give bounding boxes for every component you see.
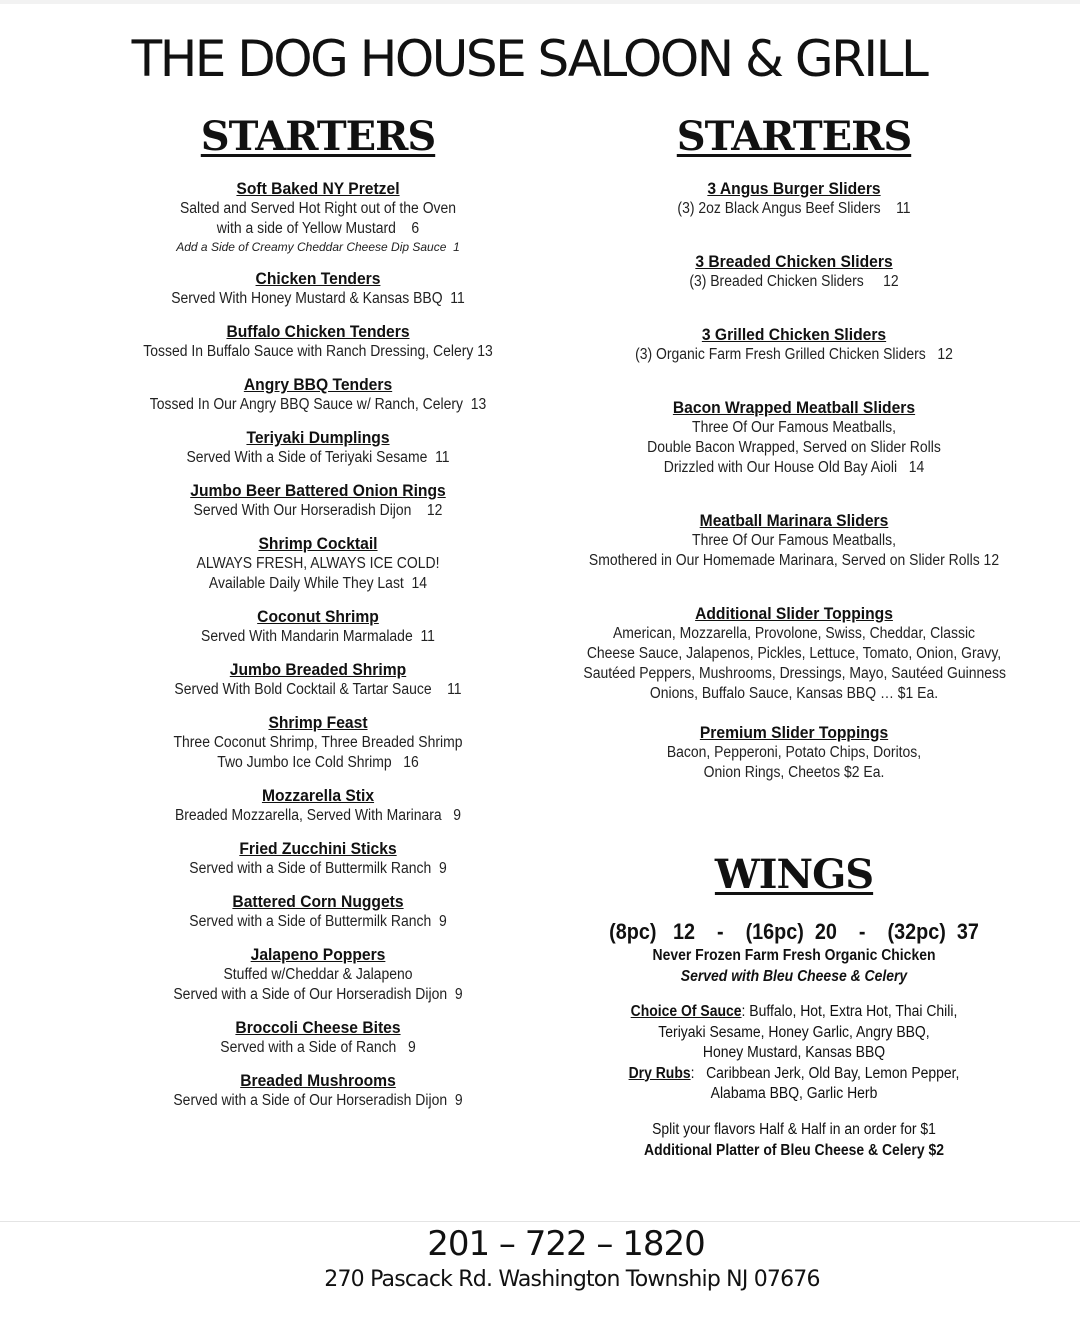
menu-item-name: Shrimp Feast — [268, 713, 368, 732]
right-items-list — [560, 179, 1028, 783]
wings-heading: WINGS — [714, 851, 874, 898]
menu-item — [54, 786, 582, 826]
menu-item-name: Battered Corn Nuggets — [232, 892, 404, 911]
menu-item-description: Served With Our Horseradish Dijon 12 — [193, 502, 443, 519]
menu-item — [54, 179, 582, 256]
menu-item-name: Bacon Wrapped Meatball Sliders — [672, 398, 916, 417]
menu-item — [54, 428, 582, 468]
menu-item-description: Breaded Mozzarella, Served With Marinara 9 — [174, 807, 462, 824]
menu-item-name: 3 Angus Burger Sliders — [707, 179, 881, 198]
menu-item-description: Salted and Served Hot Right out of the Oven with a side of Yellow Mustard 6 — [179, 200, 457, 237]
menu-item-note: Add a Side of Creamy Cheddar Cheese Dip Sauce 1 — [176, 240, 460, 254]
menu-item-description: American, Mozzarella, Provolone, Swiss, Cheddar, Classic Cheese Sauce, Jalapenos, Pickles, Lettuce, Tomato, Onion, Gravy, Sautéed Peppers, Mushrooms, Dressings, Mayo, Sautéed Guinness Onions, Buffalo Sauce, Kansas BBQ … $1 Ea. — [583, 625, 1007, 702]
menu-item-description: Served With Bold Cocktail & Tartar Sauce 11 — [174, 681, 462, 698]
footer-phone: 201 – 722 – 1820 — [427, 1224, 705, 1264]
menu-item — [54, 375, 582, 415]
menu-item-name: 3 Grilled Chicken Sliders — [701, 325, 887, 344]
top-rule — [0, 0, 1080, 4]
menu-item — [54, 607, 582, 647]
menu-item-name: Additional Slider Toppings — [695, 604, 893, 623]
menu-item-description: ALWAYS FRESH, ALWAYS ICE COLD! Available Daily While They Last 14 — [196, 555, 440, 592]
left-items-list — [54, 179, 582, 1111]
menu-item — [54, 322, 582, 362]
menu-item-description: Served With Mandarin Marmalade 11 — [201, 628, 435, 645]
menu-item-name: Meatball Marinara Sliders — [699, 511, 889, 530]
wings-dry-rubs — [583, 1064, 1004, 1105]
menu-item-name: Soft Baked NY Pretzel — [236, 179, 400, 198]
footer-address: 270 Pascack Rd. Washington Township NJ 07676 — [324, 1267, 820, 1292]
menu-item-name: Breaded Mushrooms — [240, 1071, 396, 1090]
menu-item-name: Coconut Shrimp — [257, 607, 379, 626]
menu-item — [54, 713, 582, 773]
menu-item — [54, 892, 582, 932]
menu-item-name: Broccoli Cheese Bites — [235, 1018, 401, 1037]
menu-item-description: Served with a Side of Buttermilk Ranch 9 — [189, 913, 447, 930]
menu-item-name: Fried Zucchini Sticks — [239, 839, 397, 858]
sauce-label: Choice Of Sauce — [630, 1003, 742, 1020]
menu-item — [560, 511, 1028, 571]
menu-item-description: Three Of Our Famous Meatballs, Double Bacon Wrapped, Served on Slider Rolls Drizzled with Our House Old Bay Aioli 14 — [647, 419, 941, 476]
menu-item-name: Shrimp Cocktail — [258, 534, 378, 553]
menu-item — [54, 481, 582, 521]
menu-item-name: Buffalo Chicken Tenders — [226, 322, 410, 341]
menu-item — [54, 534, 582, 594]
dry-rubs-list: : Caribbean Jerk, Old Bay, Lemon Pepper, Alabama BBQ, Garlic Herb — [690, 1064, 960, 1102]
menu-item — [560, 723, 1028, 783]
menu-item-name: 3 Breaded Chicken Sliders — [695, 252, 893, 271]
menu-item-name: Mozzarella Stix — [261, 786, 375, 805]
left-column — [54, 112, 582, 1111]
menu-item-name: Angry BBQ Tenders — [243, 375, 393, 394]
menu-item-description: Served with a Side of Buttermilk Ranch 9 — [189, 860, 447, 877]
page-title: THE DOG HOUSE SALOON & GRILL — [131, 30, 927, 88]
menu-item — [560, 252, 1028, 292]
menu-item — [560, 179, 1028, 219]
menu-item-description: Served with a Side of Ranch 9 — [220, 1039, 416, 1056]
right-column — [560, 112, 1028, 1159]
wings-platter-note: Additional Platter of Bleu Cheese & Celery $2 — [643, 1142, 945, 1159]
menu-item — [54, 660, 582, 700]
menu-item-name: Teriyaki Dumplings — [246, 428, 390, 447]
menu-item-name: Jumbo Breaded Shrimp — [229, 660, 407, 679]
menu-item-description: (3) Breaded Chicken Sliders 12 — [689, 273, 899, 290]
menu-item — [54, 839, 582, 879]
wings-sauce-choices — [583, 1002, 1004, 1064]
menu-item-description: Three Coconut Shrimp, Three Breaded Shrimp Two Jumbo Ice Cold Shrimp 16 — [173, 734, 463, 771]
menu-item-description: Tossed In Buffalo Sauce with Ranch Dressing, Celery 13 — [143, 343, 493, 360]
menu-item — [54, 269, 582, 309]
menu-item — [54, 1071, 582, 1111]
menu-item-description: Served with a Side of Our Horseradish Dijon 9 — [173, 1092, 463, 1109]
wings-section — [560, 850, 1028, 1161]
menu-item-name: Jumbo Beer Battered Onion Rings — [190, 481, 446, 500]
menu-item-description: Three Of Our Famous Meatballs, Smothered in Our Homemade Marinara, Served on Slider Rolls 12 — [588, 532, 1000, 569]
starters-heading-left: STARTERS — [200, 113, 436, 160]
menu-item — [54, 1018, 582, 1058]
menu-item-description: Bacon, Pepperoni, Potato Chips, Doritos, Onion Rings, Cheetos $2 Ea. — [666, 744, 922, 781]
wings-chicken-note: Never Frozen Farm Fresh Organic Chicken — [652, 947, 936, 964]
menu-item-description: Served With Honey Mustard & Kansas BBQ 11 — [171, 290, 465, 307]
wings-split-note: Split your flavors Half & Half in an order for $1 — [652, 1120, 936, 1138]
menu-item — [560, 325, 1028, 365]
wings-prices: (8pc) 12 - (16pc) 20 - (32pc) 37 — [609, 919, 979, 944]
sauce-list: : Buffalo, Hot, Extra Hot, Thai Chili, Teriyaki Sesame, Honey Garlic, Angry BBQ, Honey Mustard, Kansas BBQ — [658, 1003, 958, 1061]
menu-item-name: Premium Slider Toppings — [699, 723, 889, 742]
starters-heading-right: STARTERS — [676, 113, 912, 160]
wings-served-with: Served with Bleu Cheese & Celery — [680, 968, 908, 985]
menu-item-description: (3) Organic Farm Fresh Grilled Chicken Sliders 12 — [635, 346, 953, 363]
menu-item — [560, 398, 1028, 478]
menu-item — [560, 604, 1028, 704]
menu-item-description: Stuffed w/Cheddar & Jalapeno Served with a Side of Our Horseradish Dijon 9 — [173, 966, 463, 1003]
dry-rubs-label: Dry Rubs — [628, 1064, 691, 1082]
menu-item-description: (3) 2oz Black Angus Beef Sliders 11 — [677, 200, 911, 217]
menu-item-description: Tossed In Our Angry BBQ Sauce w/ Ranch, Celery 13 — [149, 396, 487, 413]
menu-item-description: Served With a Side of Teriyaki Sesame 11 — [186, 449, 450, 466]
menu-item — [54, 945, 582, 1005]
menu-item-name: Jalapeno Poppers — [250, 945, 386, 964]
menu-item-name: Chicken Tenders — [255, 269, 381, 288]
